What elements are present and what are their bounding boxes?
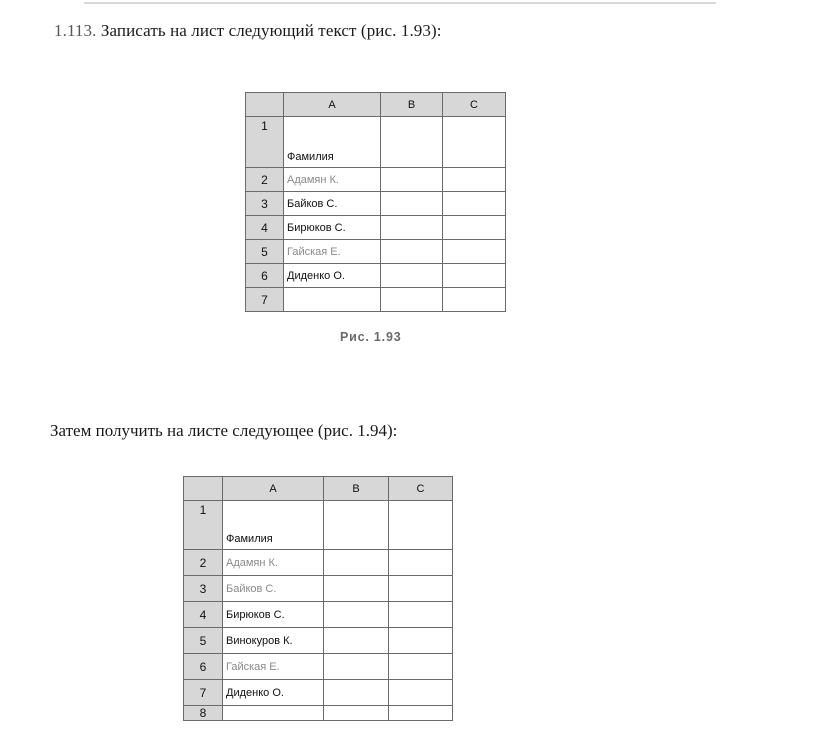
cell-a: Винокуров К. <box>223 628 324 654</box>
column-header-a: A <box>223 477 324 501</box>
cell-a: Гайская Е. <box>284 240 381 264</box>
cell-a <box>284 288 381 312</box>
cell-a1: Фамилия <box>223 501 324 550</box>
column-header-row <box>246 93 506 117</box>
row-number: 7 <box>184 680 223 706</box>
cell-a: Бирюков С. <box>284 216 381 240</box>
cell-a1: Фамилия <box>284 117 381 168</box>
cell-b <box>381 264 443 288</box>
cell-b <box>381 288 443 312</box>
row-number: 5 <box>184 628 223 654</box>
cell-c1 <box>443 117 506 168</box>
row-number: 2 <box>246 168 284 192</box>
row-number: 5 <box>246 240 284 264</box>
cell-c <box>389 654 453 680</box>
column-header-a: A <box>284 93 381 117</box>
table-row <box>184 550 453 576</box>
column-header-row <box>184 477 453 501</box>
table-row <box>184 602 453 628</box>
cell-c <box>389 576 453 602</box>
cell-b <box>381 240 443 264</box>
cell-b <box>324 550 389 576</box>
problem-statement <box>54 21 442 41</box>
table-row <box>184 680 453 706</box>
spreadsheet-figure-1-93 <box>245 92 506 312</box>
cell-c <box>443 168 506 192</box>
figure-caption: Рис. 1.93 <box>340 330 402 344</box>
table-row <box>246 240 506 264</box>
table-row <box>184 501 453 550</box>
problem-text: Записать на лист следующий текст (рис. 1.93): <box>100 21 442 40</box>
cell-c <box>443 216 506 240</box>
instruction-text: Затем получить на листе следующее (рис. 1.94): <box>50 421 398 440</box>
cell-c <box>443 288 506 312</box>
cell-b <box>324 706 389 721</box>
row-number: 6 <box>184 654 223 680</box>
row-number: 4 <box>184 602 223 628</box>
cell-c <box>389 680 453 706</box>
cell-c <box>389 602 453 628</box>
cell-b <box>324 602 389 628</box>
row-number: 4 <box>246 216 284 240</box>
row-number: 3 <box>246 192 284 216</box>
row-number: 3 <box>184 576 223 602</box>
table-row <box>184 706 453 721</box>
cell-b <box>324 654 389 680</box>
row-number: 8 <box>184 706 223 721</box>
cell-b1 <box>324 501 389 550</box>
cell-c <box>443 264 506 288</box>
column-header-c: C <box>389 477 453 501</box>
column-header-b: B <box>381 93 443 117</box>
row-number: 6 <box>246 264 284 288</box>
cell-a <box>223 706 324 721</box>
cell-c <box>389 550 453 576</box>
cell-b <box>324 576 389 602</box>
table-row <box>246 168 506 192</box>
table-row <box>246 264 506 288</box>
corner-cell <box>184 477 223 501</box>
table-row <box>246 288 506 312</box>
cell-a: Гайская Е. <box>223 654 324 680</box>
corner-cell <box>246 93 284 117</box>
cell-b1 <box>381 117 443 168</box>
column-header-c: C <box>443 93 506 117</box>
top-divider <box>84 2 716 4</box>
cell-b <box>381 168 443 192</box>
table-row <box>184 576 453 602</box>
cell-b <box>381 192 443 216</box>
table-row <box>246 192 506 216</box>
table-row <box>246 216 506 240</box>
cell-c1 <box>389 501 453 550</box>
problem-number: 1.113. <box>54 21 97 40</box>
cell-a: Байков С. <box>223 576 324 602</box>
table-row <box>184 628 453 654</box>
cell-a: Бирюков С. <box>223 602 324 628</box>
row-number: 2 <box>184 550 223 576</box>
cell-b <box>324 680 389 706</box>
row-number: 1 <box>246 117 284 168</box>
cell-c <box>443 240 506 264</box>
cell-b <box>381 216 443 240</box>
cell-a: Байков С. <box>284 192 381 216</box>
cell-b <box>324 628 389 654</box>
table-row <box>246 117 506 168</box>
cell-a: Адамян К. <box>223 550 324 576</box>
row-number: 7 <box>246 288 284 312</box>
cell-a: Диденко О. <box>284 264 381 288</box>
cell-c <box>443 192 506 216</box>
cell-c <box>389 706 453 721</box>
cell-c <box>389 628 453 654</box>
spreadsheet-figure-1-94 <box>183 476 453 721</box>
cell-a: Диденко О. <box>223 680 324 706</box>
row-number: 1 <box>184 501 223 550</box>
column-header-b: B <box>324 477 389 501</box>
cell-a: Адамян К. <box>284 168 381 192</box>
table-row <box>184 654 453 680</box>
